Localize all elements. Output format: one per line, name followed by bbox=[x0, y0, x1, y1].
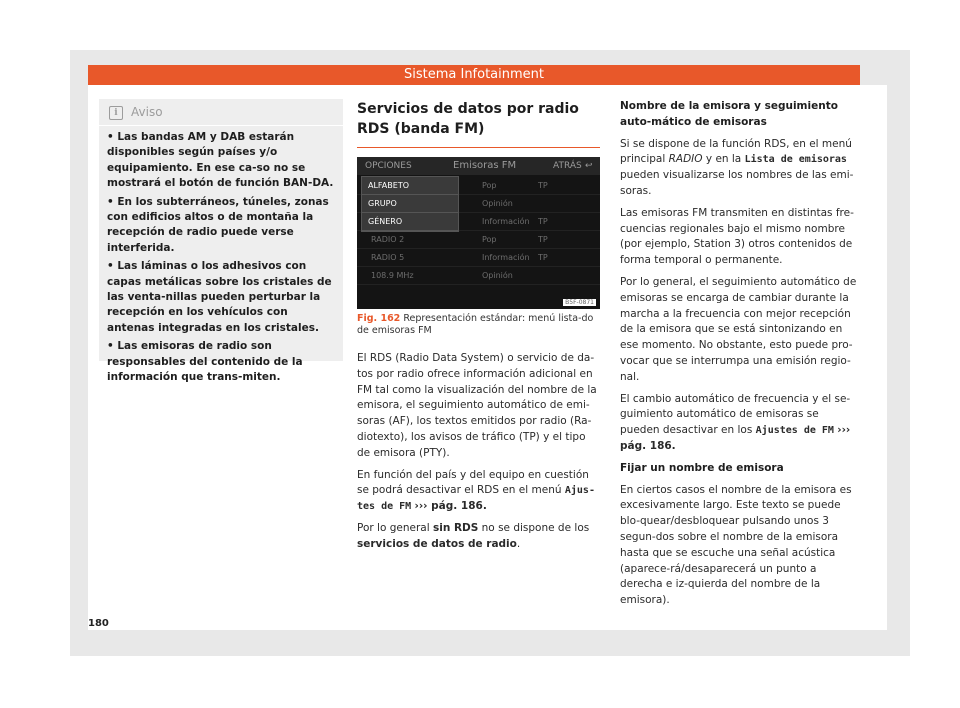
menu-reference: Ajus-tes de FM bbox=[357, 485, 595, 513]
subheading: Fijar un nombre de emisora bbox=[620, 461, 784, 474]
menu-item-genero: GÉNERO bbox=[362, 213, 458, 231]
options-menu bbox=[361, 176, 459, 232]
col2-body bbox=[357, 351, 600, 553]
station-row: 108.9 MHz Opinión bbox=[357, 267, 600, 285]
page-header: Sistema Infotainment bbox=[88, 65, 860, 85]
station-row: RADIO 5 Información TP bbox=[357, 249, 600, 267]
tab-atras: ATRÁS bbox=[553, 161, 582, 171]
paragraph: El RDS (Radio Data System) o servicio de da-tos por radio ofrece información adicional en FM tal como la visualización del nombre de la emisora, el seguimiento automático de emi-soras (AF), los textos emitidos por radio (Ra-diotexto), los avisos de tráfico (TP) y el tipo de emisora (PTY). bbox=[357, 352, 597, 459]
info-icon: i bbox=[109, 106, 123, 120]
caption-text: Representación estándar: menú lista-do de emisoras FM bbox=[357, 313, 594, 336]
tab-opciones: OPCIONES bbox=[365, 161, 412, 171]
paragraph: En función del país y del equipo en cuestión se podrá desactivar el RDS en el menú Ajus-tes de FM ››› pág. 186. bbox=[357, 468, 595, 513]
aviso-box bbox=[99, 99, 343, 384]
paragraph: En ciertos casos el nombre de la emisora es excesivamente largo. Este texto se puede blo-quear/desbloquear pulsando unos 3 segun-dos sobre el nombre de la emisora hasta que se escuche una señal acústica (aparece-rá/desaparecerá un punto a derecha e iz-quierda del nombre de la emisora). bbox=[620, 483, 852, 607]
aviso-body bbox=[99, 126, 343, 386]
menu-reference: Ajustes de FM bbox=[755, 425, 834, 437]
figure-radio-screen bbox=[357, 157, 600, 309]
aviso-item: • En los subterráneos, túneles, zonas con edificios altos o de montaña la recepción de radio puede verse interferida. bbox=[107, 195, 329, 254]
station-row: RADIO 2 Pop TP bbox=[357, 231, 600, 249]
station-row: Opinión bbox=[357, 195, 600, 213]
paragraph: Las emisoras FM transmiten en distintas fre-cuencias regionales bajo el mismo nombre (por ejemplo, Station 3) otros contenidos de forma temporal o permanente. bbox=[620, 206, 854, 267]
screen-tab-bar bbox=[357, 157, 600, 175]
aviso-item: • Las emisoras de radio son responsables del contenido de la información que trans-miten. bbox=[107, 340, 303, 384]
column-right bbox=[620, 99, 860, 615]
page-reference-link[interactable]: ››› pág. 186. bbox=[620, 424, 851, 452]
menu-item-grupo: GRUPO bbox=[362, 195, 458, 213]
aviso-item: • Las bandas AM y DAB estarán disponibles según países y/o equipamiento. En ese ca-so no se mostrará el botón de función BAN-DA. bbox=[107, 131, 334, 190]
aviso-header bbox=[99, 99, 343, 126]
tab-emisoras-fm: Emisoras FM bbox=[453, 160, 517, 171]
menu-item-alfabeto: ALFABETO bbox=[362, 177, 458, 195]
column-middle bbox=[357, 99, 600, 559]
menu-reference: Lista de emisoras bbox=[744, 154, 847, 166]
figure-caption bbox=[357, 313, 600, 337]
station-row: Información TP bbox=[357, 213, 600, 231]
paragraph: El cambio automático de frecuencia y el se-guimiento automático de emisoras se pueden desactivar en los Ajustes de FM ››› pág. 186. bbox=[620, 392, 851, 452]
page-reference-link[interactable]: ››› pág. 186. bbox=[414, 500, 487, 513]
aviso-title: Aviso bbox=[131, 105, 163, 119]
paragraph: Por lo general sin RDS no se dispone de los servicios de datos de radio. bbox=[357, 521, 590, 550]
station-row: Pop TP bbox=[357, 177, 600, 195]
section-title: Servicios de datos por radio RDS (banda FM) bbox=[357, 99, 600, 148]
subheading: Nombre de la emisora y seguimiento auto-mático de emisoras bbox=[620, 100, 838, 128]
paragraph: Si se dispone de la función RDS, en el menú principal RADIO y en la Lista de emisoras pueden visualizarse los nombres de las emi-soras. bbox=[620, 137, 854, 197]
figure-code: B5F-0871 bbox=[565, 299, 594, 306]
paragraph: Por lo general, el seguimiento automático de emisoras se encarga de cambiar durante la marcha a la frecuencia con mejor recepción de la emisora que se está sintonizando en ese momento. No obstante, esto puede pro-vocar que se interrumpa una emisión regio-nal. bbox=[620, 275, 857, 383]
return-arrow-icon: ↩ bbox=[585, 161, 593, 171]
figure-number: Fig. 162 bbox=[357, 313, 401, 324]
aviso-item: • Las láminas o los adhesivos con capas metálicas sobre los cristales de las venta-nillas pueden perturbar la recepción en los vehículos con antenas integradas en los cristales. bbox=[107, 260, 332, 334]
page-number: 180 bbox=[88, 618, 109, 629]
